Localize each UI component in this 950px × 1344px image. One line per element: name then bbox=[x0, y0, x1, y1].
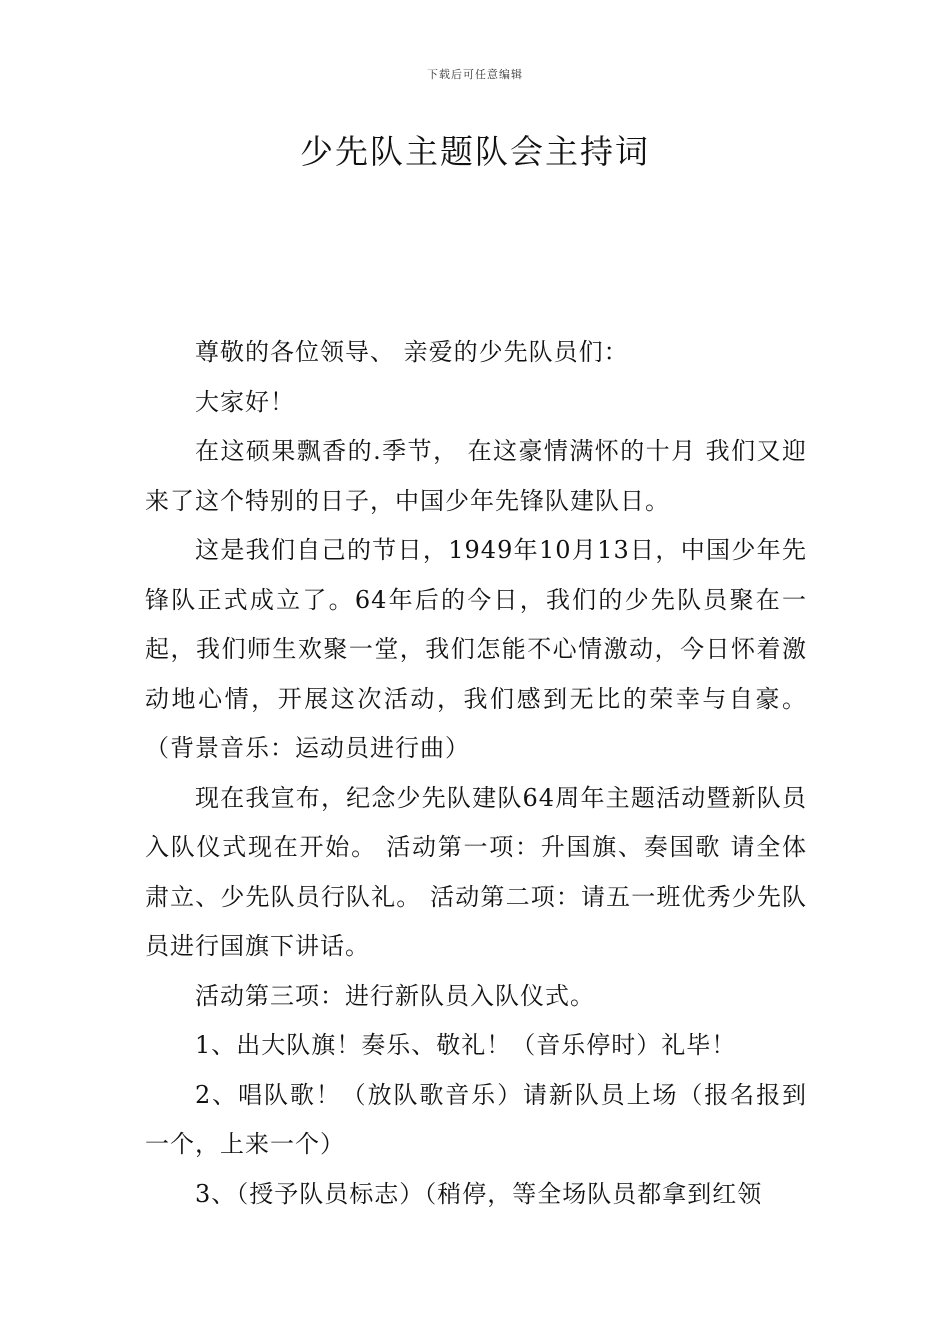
paragraph-step-three: 3、（授予队员标志）（稍停，等全场队员都拿到红领 bbox=[195, 1179, 763, 1208]
paragraph-announcement: 现在我宣布，纪念少先队建队64周年主题活动暨新队员入队仪式现在开始。 活动第一项：升国旗、奏国歌 请全体肃立、少先队员行队礼。 活动第二项：请五一班优秀少先队员进行国旗下讲话。 bbox=[145, 783, 807, 960]
document-title: 少先队主题队会主持词 bbox=[300, 132, 650, 171]
paragraph-hello: 大家好！ bbox=[195, 387, 295, 416]
paragraph-step-two: 2、唱队歌！（放队歌音乐）请新队员上场（报名报到一个，上来一个） bbox=[145, 1080, 807, 1158]
paragraph-step-one: 1、出大队旗！奏乐、敬礼！（音乐停时）礼毕！ bbox=[195, 1031, 737, 1059]
paragraph-greeting: 尊敬的各位领导、 亲爱的少先队员们： bbox=[195, 338, 629, 366]
document-body bbox=[145, 328, 807, 1219]
header-note: 下载后可任意编辑 bbox=[427, 68, 523, 81]
paragraph-history: 这是我们自己的节日，1949年10月13日，中国少年先锋队正式成立了。64年后的今日，我们的少先队员聚在一起，我们师生欢聚一堂，我们怎能不心情激动，今日怀着激动地心情，开展这次活动，我们感到无比的荣幸与自豪。（背景音乐：运动员进行曲） bbox=[145, 536, 807, 762]
paragraph-activity-three: 活动第三项：进行新队员入队仪式。 bbox=[195, 981, 595, 1010]
paragraph-intro: 在这硕果飘香的.季节， 在这豪情满怀的十月 我们又迎来了这个特别的日子，中国少年先锋队建队日。 bbox=[145, 437, 807, 515]
